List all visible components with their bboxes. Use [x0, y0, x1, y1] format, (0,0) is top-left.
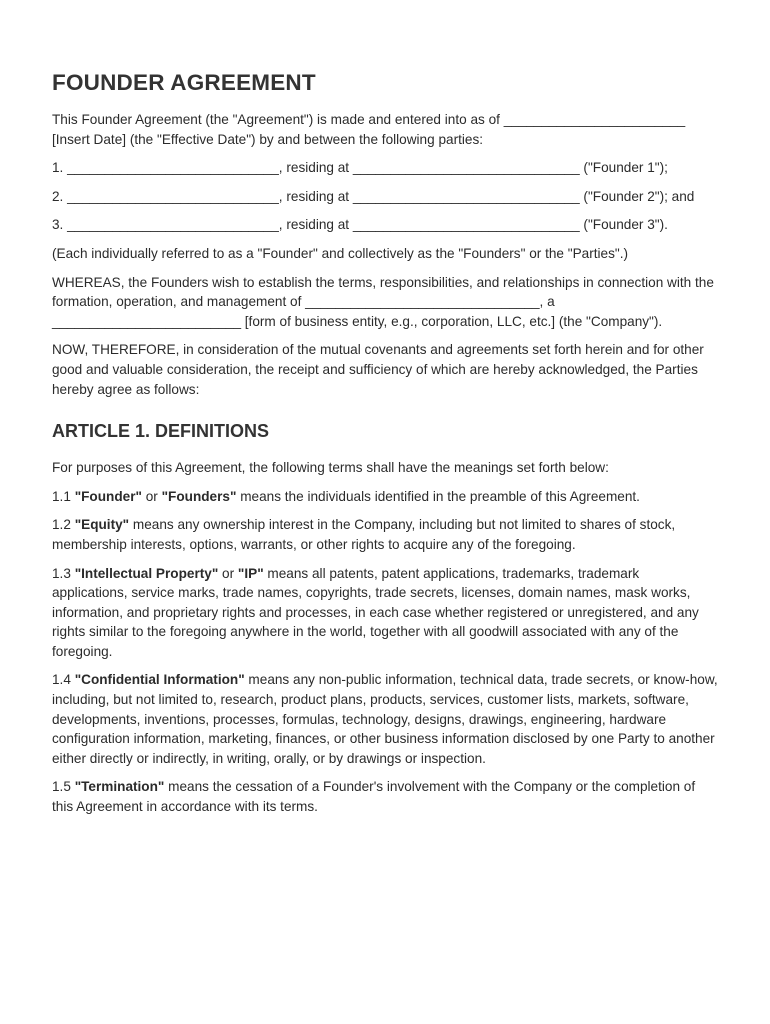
article-1-lead: For purposes of this Agreement, the following terms shall have the meanings set forth below:	[52, 460, 609, 476]
defined-term: "Termination"	[74, 779, 165, 795]
definition-number: 1.4	[52, 672, 71, 688]
definition-1-4	[52, 670, 718, 768]
definition-text: means the individuals identified in the preamble of this Agreement.	[236, 488, 640, 504]
now-therefore-clause: NOW, THEREFORE, in consideration of the mutual covenants and agreements set forth herein and for other good and valuable consideration, the receipt and sufficiency of which are hereby acknowledged, the Parties hereby agree as follows:	[52, 342, 704, 397]
article-1-heading: ARTICLE 1. DEFINITIONS	[52, 421, 270, 442]
defined-term: "Equity"	[74, 517, 130, 533]
term-connector: or	[141, 488, 162, 504]
party-1: 1. ____________________________, residing at ______________________________ ("Founder 1");	[52, 160, 668, 176]
definition-number: 1.1	[52, 488, 71, 504]
definition-1-2	[52, 515, 718, 554]
definition-text: means the cessation of a Founder's involvement with the Company or the completion of this Agreement in accordance with its terms.	[52, 779, 696, 815]
definition-1-3	[52, 564, 718, 662]
defined-term: "Founders"	[161, 488, 237, 504]
defined-term: "Confidential Information"	[74, 672, 245, 688]
party-3: 3. ____________________________, residing at ______________________________ ("Founder 3").	[52, 217, 668, 233]
definition-1-1	[52, 487, 718, 507]
definition-number: 1.3	[52, 565, 71, 581]
definition-text: means all patents, patent applications, trademarks, trademark applications, service marks, trade names, copyrights, trade secrets, licenses, domain names, mask works, information, and proprietary rights and processes, in each case whether registered or unregistered, and any rights similar to the foregoing anywhere in the world, together with all goodwill associated with any of the foregoing.	[52, 565, 699, 659]
defined-term: "Intellectual Property"	[74, 565, 219, 581]
term-connector: or	[218, 565, 238, 581]
definition-text: means any ownership interest in the Company, including but not limited to shares of stock, membership interests, options, warrants, or other rights to acquire any of the foregoing.	[52, 517, 676, 552]
defined-term: "IP"	[237, 565, 264, 581]
collective-definition: (Each individually referred to as a "Founder" and collectively as the "Founders" or the "Parties".)	[52, 245, 629, 261]
document-title: FOUNDER AGREEMENT	[52, 70, 316, 95]
definition-text: means any non-public information, technical data, trade secrets, or know-how, including, but not limited to, research, product plans, products, services, customer lists, markets, software, developments, inventions, processes, formulas, technology, designs, drawings, engineering, hardware configuration information, marketing, finances, or other business information disclosed by one Party to another either directly or indirectly, in writing, orally, or by drawings or inspection.	[52, 672, 718, 766]
definition-number: 1.2	[52, 517, 71, 533]
whereas-clause: WHEREAS, the Founders wish to establish the terms, responsibilities, and relationships in connection with the formation, operation, and management of _______________________________, a _________________________ [form of business entity, e.g., corporation, LLC, etc.] (the "Company").	[52, 274, 714, 329]
definition-number: 1.5	[52, 779, 71, 795]
definition-1-5	[52, 777, 718, 816]
intro-paragraph: This Founder Agreement (the "Agreement") is made and entered into as of ________________________ [Insert Date] (the "Effective Date") by and between the following parties:	[52, 112, 686, 147]
defined-term: "Founder"	[74, 488, 142, 504]
party-2: 2. ____________________________, residing at ______________________________ ("Founder 2"); and	[52, 188, 695, 204]
